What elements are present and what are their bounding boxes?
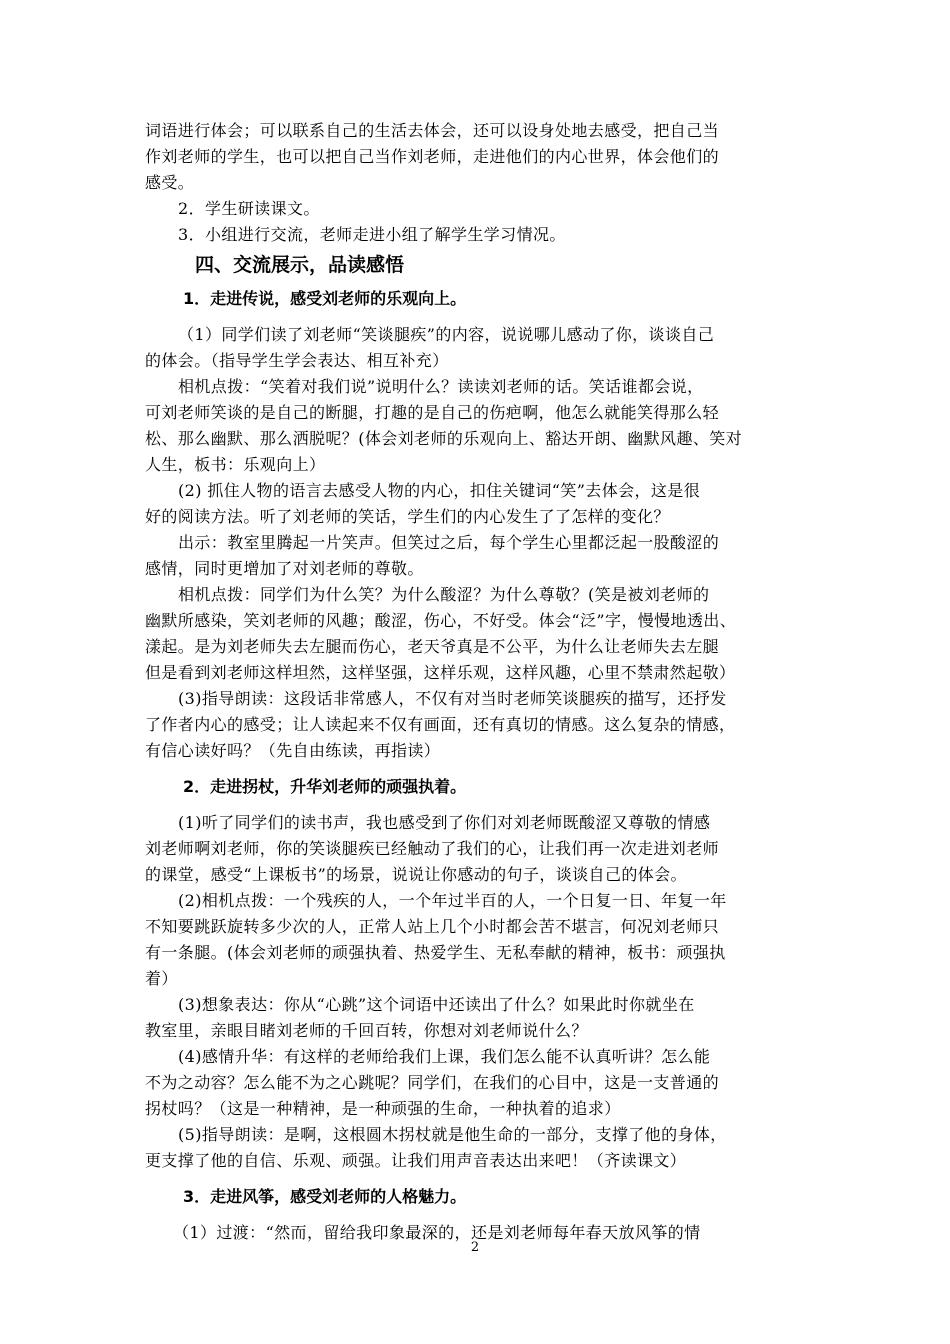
paragraph-line: 不为之动容？怎么能不为之心跳呢？同学们，在我们的心目中，这是一支普通的 <box>145 1073 720 1092</box>
intro-line: 感受。 <box>145 173 195 192</box>
document-page <box>145 118 810 1246</box>
step-item: 3．小组进行交流，老师走进小组了解学生学习情况。 <box>178 225 566 244</box>
paragraph-line: （1）同学们读了刘老师“笑谈腿疾”的内容，说说哪儿感动了你，谈谈自己 <box>178 325 715 344</box>
section-heading: 四、交流展示，品读感悟 <box>195 254 405 276</box>
subsection-heading: 1．走进传说，感受刘老师的乐观向上。 <box>183 289 467 308</box>
paragraph-line: （1）过渡：“然而，留给我印象最深的，还是刘老师每年春天放风筝的情 <box>173 1223 701 1242</box>
paragraph-line: 的课堂，感受“上课板书”的场景，说说让你感动的句子，谈谈自己的体会。 <box>145 865 687 884</box>
paragraph-line: 有一条腿。(体会刘老师的顽强执着、热爱学生、无私奉献的精神，板书：顽强执 <box>145 943 726 962</box>
paragraph-line: 拐杖吗？（这是一种精神，是一种顽强的生命，一种执着的追求） <box>145 1099 621 1118</box>
paragraph-line: 好的阅读方法。听了刘老师的笑话，学生们的内心发生了了怎样的变化？ <box>145 507 670 526</box>
paragraph-line: 相机点拨：同学们为什么笑？为什么酸涩？为什么尊敬？(笑是被刘老师的 <box>178 585 710 604</box>
page-number: 2 <box>470 1240 480 1255</box>
paragraph-line: 的体会。（指导学生学会表达、相互补充） <box>145 351 449 370</box>
paragraph-line: 幽默所感染，笑刘老师的风趣；酸涩，伤心，不好受。体会“泛”字，慢慢地透出、 <box>145 611 737 630</box>
paragraph-line: (4)感情升华：有这样的老师给我们上课，我们怎么能不认真听讲？怎么能 <box>178 1047 711 1066</box>
paragraph-line: (1)听了同学们的读书声，我也感受到了你们对刘老师既酸涩又尊敬的情感 <box>178 813 711 832</box>
paragraph-line: 松、那么幽默、那么洒脱呢？(体会刘老师的乐观向上、豁达开朗、幽默风趣、笑对 <box>145 429 743 448</box>
paragraph-line: 出示：教室里腾起一片笑声。但笑过之后，每个学生心里都泛起一股酸涩的 <box>178 533 720 552</box>
paragraph-line: 但是看到刘老师这样坦然，这样坚强，这样乐观，这样风趣，心里不禁肃然起敬） <box>145 663 736 682</box>
paragraph-line: (2) 抓住人物的语言去感受人物的内心，扣住关键词“笑”去体会，这是很 <box>178 481 701 500</box>
paragraph-line: 教室里，亲眼目睹刘老师的千回百转，你想对刘老师说什么？ <box>145 1021 588 1040</box>
paragraph-line: (5)指导朗读：是啊，这根圆木拐杖就是他生命的一部分，支撑了他的身体， <box>178 1125 727 1144</box>
paragraph-line: 漾起。是为刘老师失去左腿而伤心，老天爷真是不公平，为什么让老师失去左腿 <box>145 637 720 656</box>
paragraph-line: 着） <box>145 969 178 988</box>
paragraph-line: 有信心读好吗？（先自由练读，再指读） <box>145 741 441 760</box>
intro-line: 词语进行体会；可以联系自己的生活去体会，还可以设身处地去感受，把自己当 <box>145 121 720 140</box>
paragraph-line: 感情，同时更增加了对刘老师的尊敬。 <box>145 559 424 578</box>
intro-line: 作刘老师的学生，也可以把自己当作刘老师，走进他们的内心世界，体会他们的 <box>145 147 720 166</box>
paragraph-line: 人生，板书：乐观向上） <box>145 455 326 474</box>
subsection-heading: 3．走进风筝，感受刘老师的人格魅力。 <box>183 1187 467 1206</box>
subsection-heading: 2．走进拐杖，升华刘老师的顽强执着。 <box>183 777 467 796</box>
step-item: 2．学生研读课文。 <box>178 199 320 218</box>
paragraph-line: 了作者内心的感受；让人读起来不仅有画面，还有真切的情感。这么复杂的情感， <box>145 715 736 734</box>
paragraph-line: 可刘老师笑谈的是自己的断腿，打趣的是自己的伤疤啊，他怎么就能笑得那么轻 <box>145 403 720 422</box>
paragraph-line: 相机点拨：“笑着对我们说”说明什么？读读刘老师的话。笑话谁都会说， <box>178 377 704 396</box>
paragraph-line: (3)指导朗读：这段话非常感人，不仅有对当时老师笑谈腿疾的描写，还抒发 <box>178 689 727 708</box>
paragraph-line: 不知要跳跃旋转多少次的人，正常人站上几个小时都会苦不堪言，何况刘老师只 <box>145 917 720 936</box>
paragraph-line: (2)相机点拨：一个残疾的人，一个年过半百的人，一个日复一日、年复一年 <box>178 891 727 910</box>
paragraph-line: (3)想象表达：你从“心跳”这个词语中还读出了什么？如果此时你就坐在 <box>178 995 695 1014</box>
paragraph-line: 刘老师啊刘老师，你的笑谈腿疾已经触动了我们的心，让我们再一次走进刘老师 <box>145 839 720 858</box>
paragraph-line: 更支撑了他的自信、乐观、顽强。让我们用声音表达出来吧！（齐读课文） <box>145 1151 687 1170</box>
